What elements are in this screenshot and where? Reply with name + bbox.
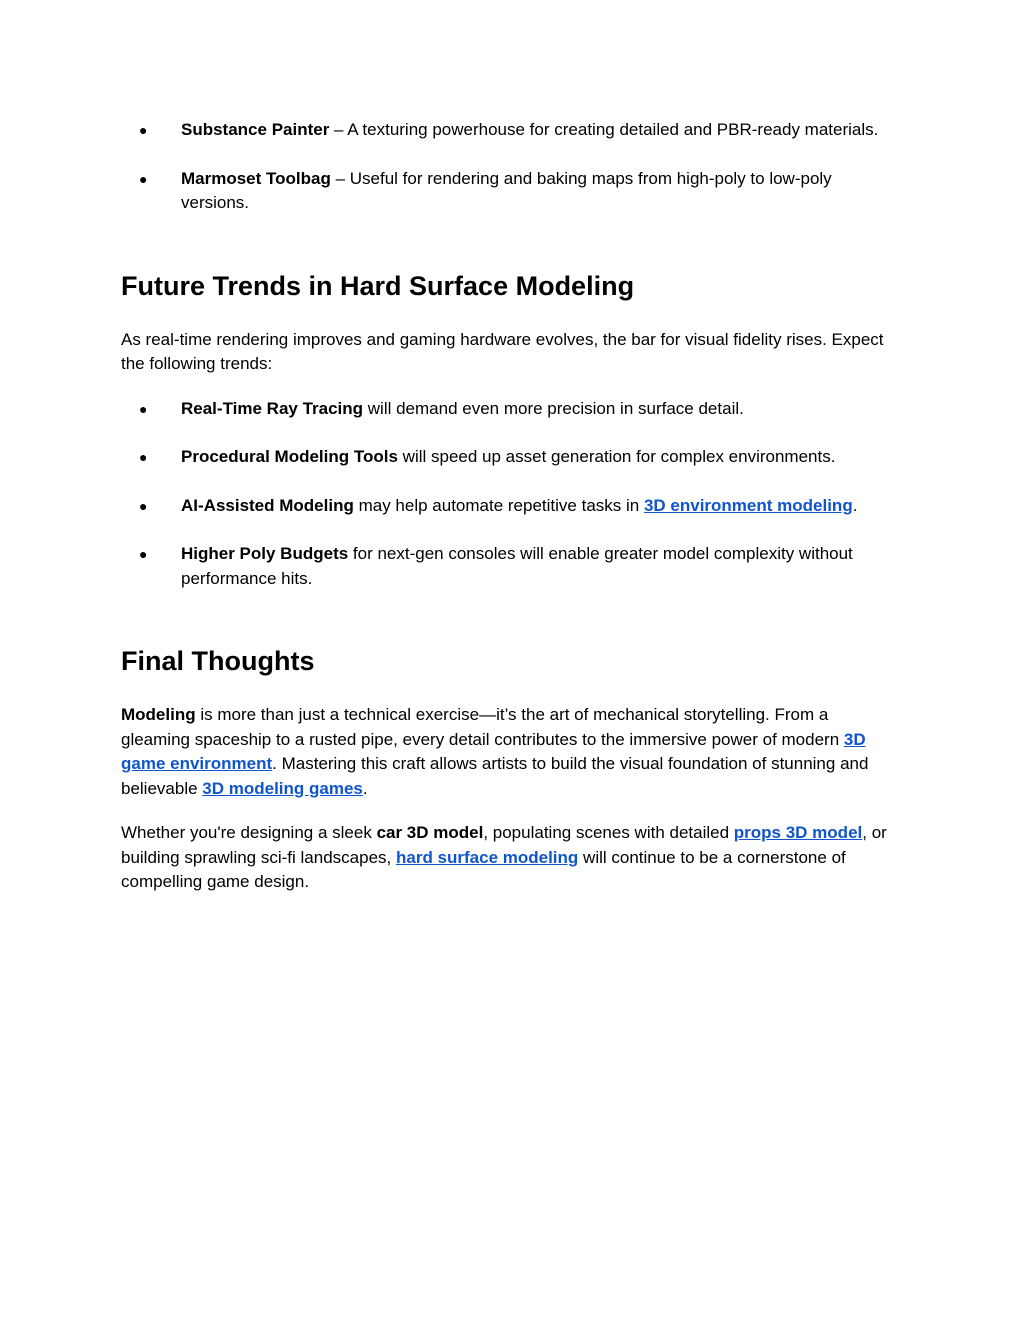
link-3d-modeling-games[interactable]: 3D modeling games: [202, 778, 363, 798]
list-item: [121, 118, 901, 143]
item-description: – Useful for rendering and baking maps from high-poly to low-poly versions.: [181, 168, 832, 212]
trends-intro: As real-time rendering improves and gaming hardware evolves, the bar for visual fidelity rises. Expect the following trends:: [121, 329, 884, 373]
trends-heading: Future Trends in Hard Surface Modeling: [121, 270, 635, 301]
item-term: Procedural Modeling Tools: [181, 447, 398, 466]
item-description: – A texturing powerhouse for creating detailed and PBR-ready materials.: [329, 120, 879, 139]
paragraph-text: .: [362, 778, 368, 798]
paragraph-text: will continue to be a cornerstone of compelling game design.: [121, 847, 846, 891]
item-term: Marmoset Toolbag: [181, 168, 331, 188]
trends-list: [121, 397, 901, 592]
item-punctuation: .: [852, 495, 858, 515]
document-page: [121, 118, 901, 895]
paragraph-text: . Mastering this craft allows artists to build the visual foundation of stunning and believable: [121, 754, 869, 798]
item-description: may help automate repetitive tasks in: [353, 495, 644, 515]
item-description: will speed up asset generation for complex environments.: [397, 447, 836, 466]
bullet-icon: ●: [139, 122, 148, 138]
bullet-icon: ●: [139, 449, 148, 465]
link-props-3d-model[interactable]: props 3D model: [733, 823, 863, 842]
list-item: [121, 397, 901, 422]
link-3d-environment-modeling[interactable]: 3D environment modeling: [643, 495, 853, 515]
paragraph-text: , populating scenes with detailed: [483, 823, 734, 842]
link-3d-game-environment[interactable]: 3D game environment: [121, 729, 866, 773]
link-hard-surface-modeling[interactable]: hard surface modeling: [395, 847, 579, 867]
list-item: [121, 494, 901, 519]
final-heading: Final Thoughts: [121, 646, 315, 676]
paragraph-text: , or building sprawling sci-fi landscapes,: [121, 823, 887, 867]
paragraph-text: Whether you're designing a sleek: [121, 823, 377, 842]
term-car-3d-model: car 3D model: [376, 823, 484, 842]
list-item: [121, 167, 901, 216]
item-description: will demand even more precision in surface detail.: [363, 398, 744, 418]
final-paragraph-2: [121, 821, 901, 895]
bullet-icon: ●: [139, 400, 148, 417]
list-item: [121, 445, 901, 470]
paragraph-text: is more than just a technical exercise—it’s the art of mechanical storytelling. From a gleaming spaceship to a rusted pipe, every detail contributes to the immersive power of modern: [121, 705, 844, 749]
tools-list: [121, 118, 901, 216]
term-modeling: Modeling: [121, 705, 196, 724]
item-term: Substance Painter: [181, 120, 330, 139]
item-term: Real-Time Ray Tracing: [181, 398, 364, 418]
bullet-icon: ●: [139, 497, 148, 514]
bullet-icon: ●: [139, 170, 148, 187]
bullet-icon: ●: [139, 546, 148, 562]
list-item: [121, 542, 901, 591]
item-term: AI-Assisted Modeling: [181, 495, 354, 515]
final-paragraph-1: [121, 703, 901, 801]
item-term: Higher Poly Budgets: [181, 544, 349, 563]
item-description: for next-gen consoles will enable greater model complexity without performance hits.: [181, 544, 853, 588]
